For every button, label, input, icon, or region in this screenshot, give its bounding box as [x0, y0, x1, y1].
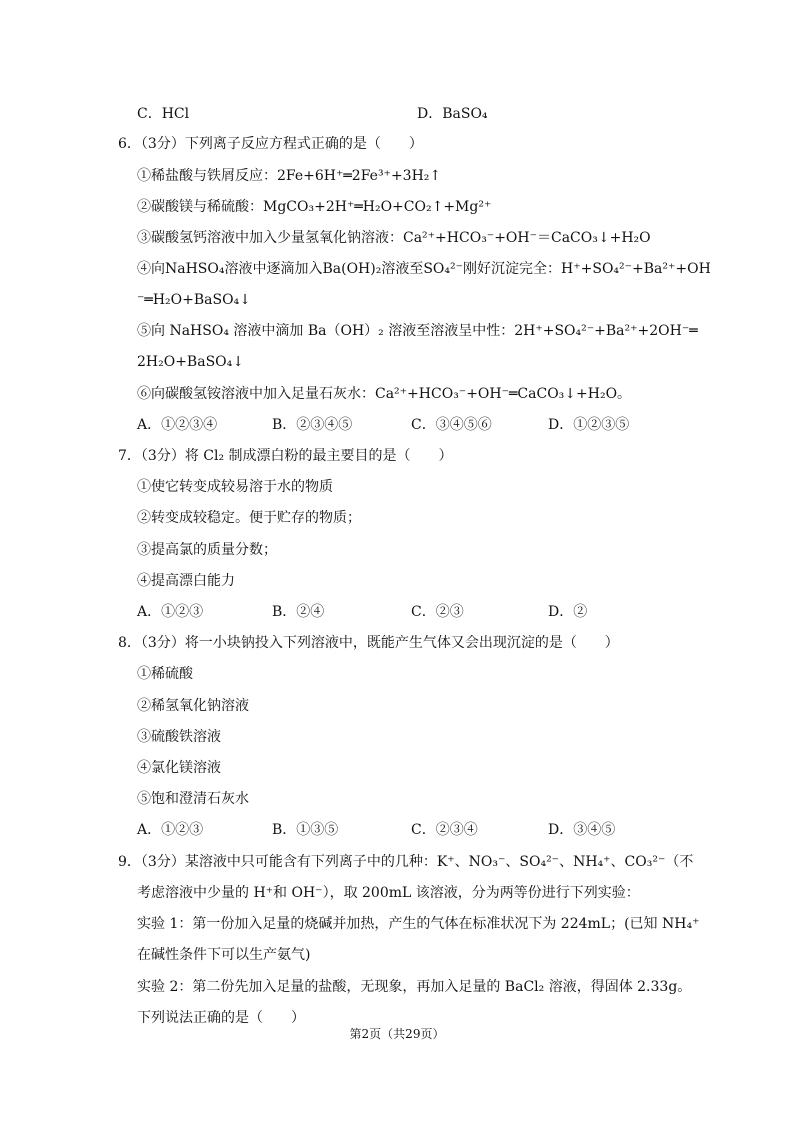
- option-c: C．HCl: [137, 106, 190, 122]
- page-footer: 第2页（共29页）: [349, 1027, 445, 1041]
- q6-option-b: B．②③④⑤: [272, 417, 353, 433]
- q6-item-6: ⑥向碳酸氢铵溶液中加入足量石灰水：Ca²⁺+HCO₃⁻+OH⁻═CaCO₃↓+H₂O。: [137, 386, 632, 402]
- q6-item-5-cont: 2H₂O+BaSO₄↓: [137, 354, 244, 370]
- q6-item-5: ⑤向 NaHSO₄ 溶液中滴加 Ba（OH）₂ 溶液至溶液呈中性：2H⁺+SO₄²⁻+Ba²⁺+2OH⁻═: [137, 323, 698, 339]
- q8-option-a: A．①②③: [137, 822, 204, 838]
- q6-item-4: ④向NaHSO₄溶液中逐滴加入Ba(OH)₂溶液至SO₄²⁻刚好沉淀完全：H⁺+SO₄²⁻+Ba²⁺+OH: [137, 261, 711, 277]
- q9-experiment-1: 实验 1：第一份加入足量的烧碱并加热，产生的气体在标准状况下为 224mL；(已知 NH₄⁺: [137, 916, 700, 932]
- q9-line-2: 考虑溶液中少量的 H⁺和 OH⁻），取 200mL 该溶液，分为两等份进行下列实验：: [137, 885, 640, 901]
- q7-option-b: B．②④: [272, 604, 325, 620]
- q6-item-3: ③碳酸氢钙溶液中加入少量氢氧化钠溶液：Ca²⁺+HCO₃⁻+OH⁻＝CaCO₃↓+H₂O: [137, 230, 651, 246]
- q9-prompt: 下列说法正确的是（ ）: [137, 1010, 305, 1026]
- question-6-stem: 6．（3分）下列离子反应方程式正确的是（ ）: [118, 136, 423, 152]
- q8-item-5: ⑤饱和澄清石灰水: [137, 791, 249, 807]
- q7-item-2: ②转变成较稳定。便于贮存的物质；: [137, 510, 361, 526]
- q8-item-3: ③硫酸铁溶液: [137, 729, 221, 745]
- q6-item-4-cont: ⁻═H₂O+BaSO₄↓: [137, 292, 251, 308]
- q8-option-b: B．①③⑤: [272, 822, 339, 838]
- q7-item-1: ①使它转变成较易溶于水的物质: [137, 479, 333, 495]
- option-d: D．BaSO₄: [417, 106, 488, 122]
- q6-option-d: D．①②③⑤: [548, 417, 630, 433]
- q7-option-d: D．②: [548, 604, 588, 620]
- q8-item-1: ①稀硫酸: [137, 666, 193, 682]
- q9-experiment-2: 实验 2：第二份先加入足量的盐酸，无现象，再加入足量的 BaCl₂ 溶液，得固体 2.33g。: [137, 979, 692, 995]
- q7-item-3: ③提高氯的质量分数；: [137, 542, 277, 558]
- q6-option-c: C．③④⑤⑥: [411, 417, 492, 433]
- q7-option-c: C．②③: [411, 604, 464, 620]
- q8-option-d: D．③④⑤: [548, 822, 616, 838]
- q6-option-a: A．①②③④: [137, 417, 218, 433]
- q6-item-2: ②碳酸镁与稀硫酸：MgCO₃+2H⁺═H₂O+CO₂↑+Mg²⁺: [137, 199, 492, 215]
- question-7-stem: 7．（3分）将 Cl₂ 制成漂白粉的最主要目的是（ ）: [118, 448, 453, 464]
- q7-option-a: A．①②③: [137, 604, 204, 620]
- question-8-stem: 8．（3分）将一小块钠投入下列溶液中，既能产生气体又会出现沉淀的是（ ）: [118, 635, 619, 651]
- q8-option-c: C．②③④: [411, 822, 478, 838]
- q6-item-1: ①稀盐酸与铁屑反应：2Fe+6H⁺═2Fe³⁺+3H₂↑: [137, 168, 442, 184]
- q7-item-4: ④提高漂白能力: [137, 573, 235, 589]
- q8-item-2: ②稀氢氧化钠溶液: [137, 698, 249, 714]
- question-9-stem: 9．（3分）某溶液中只可能含有下列离子中的几种：K⁺、NO₃⁻、SO₄²⁻、NH₄⁺、CO₃²⁻（不: [118, 854, 694, 870]
- q8-item-4: ④氯化镁溶液: [137, 760, 221, 776]
- q9-experiment-1-cont: 在碱性条件下可以生产氨气): [137, 947, 311, 963]
